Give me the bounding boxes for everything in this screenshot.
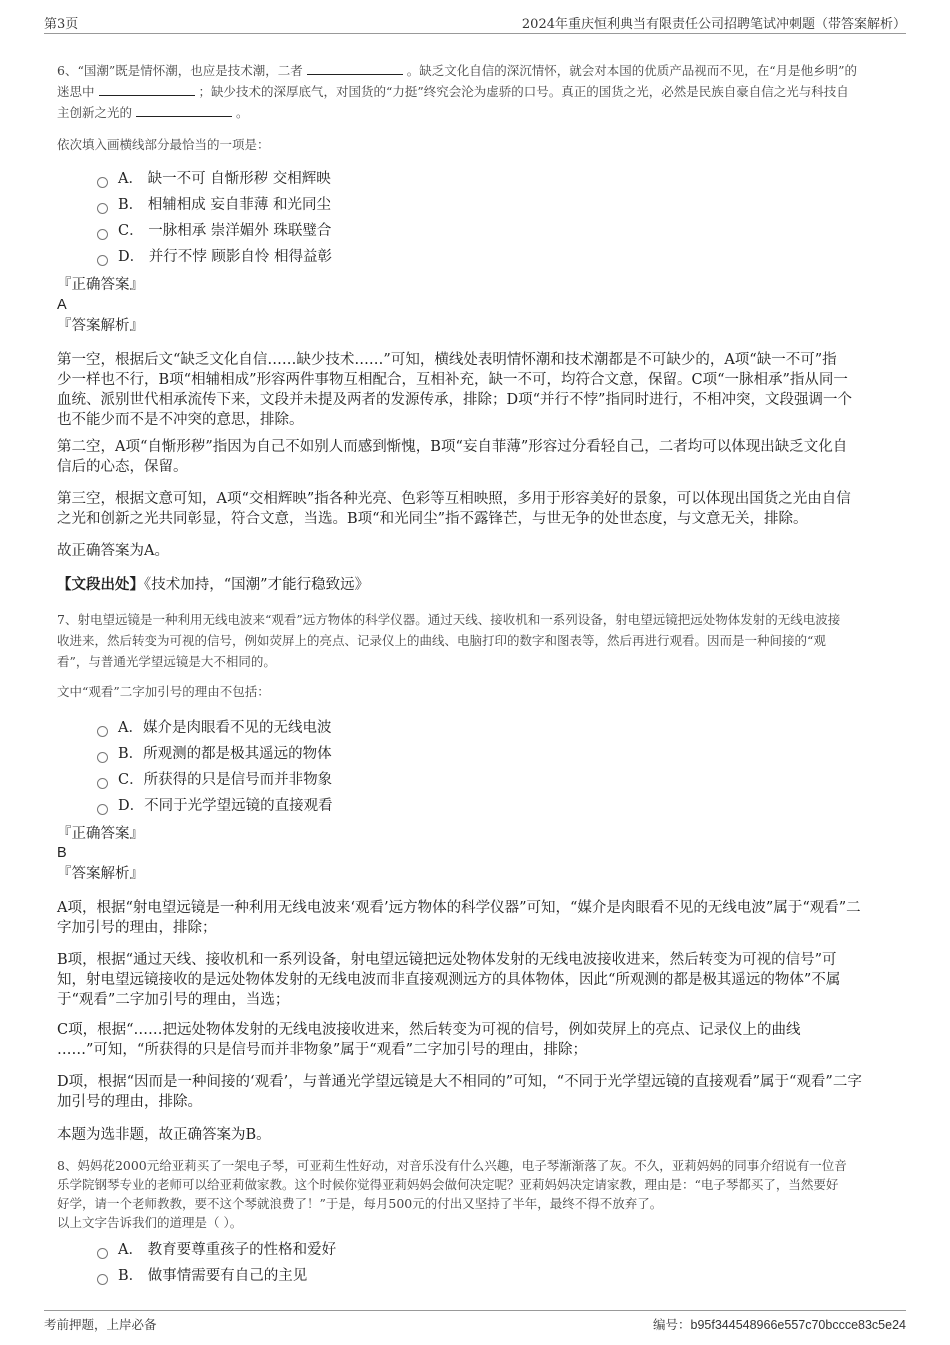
text-line: 第三空，根据文意可知，A项“交相辉映”指各种光亮、色彩等互相映照，多用于形容美好的景象，可以体现出国货之光由自信 xyxy=(57,491,851,507)
q6-stem-text: 迷思中 xyxy=(57,84,95,99)
header-divider xyxy=(44,33,906,34)
q7-answer: B xyxy=(57,845,67,861)
text-line: 第二空，A项“自惭形秽”指因为自己不如别人而感到惭愧，B项“妄自菲薄”形容过分看轻自己，二者均可以体现出缺乏文化自 xyxy=(57,439,848,455)
q6-option-c[interactable] xyxy=(97,218,332,244)
text-line: 好学，请一个老师教教，要不这个琴就浪费了！”于是，每月500元的付出又坚持了半年，最终不得不放弃了。 xyxy=(57,1196,663,1211)
text-line: 之光和创新之光共同彰显，符合文意，当选。B项“和光同尘”指不露锋芒，与世无争的处世态度，与文意无关，排除。 xyxy=(57,511,808,527)
blank-2 xyxy=(99,83,195,96)
q6-answer: A xyxy=(57,297,67,313)
text-line: 字加引号的理由，排除； xyxy=(57,920,217,936)
q6-analysis-p1 xyxy=(57,350,907,430)
q6-stem-text: 。缺乏文化自信的深沉情怀，就会对本国的优质产品视而不见，在“月是他乡明”的 xyxy=(406,63,858,78)
text-line: 少一样也不行，B项“相辅相成”形容两件事物互相配合，互相补充，缺一不可，均符合文意，保留。C项“一脉相承”指从同一 xyxy=(57,372,848,388)
q6-conclusion: 故正确答案为A。 xyxy=(57,543,169,559)
q6-analysis-label: 『答案解析』 xyxy=(57,318,144,334)
text-line: 加引号的理由，排除。 xyxy=(57,1094,202,1110)
option-label: B． 做事情需要有自己的主见 xyxy=(118,1268,308,1284)
q7-prompt: 文中“观看”二字加引号的理由不包括： xyxy=(57,684,270,699)
radio-icon[interactable] xyxy=(97,752,108,763)
option-label: C．所获得的只是信号而并非物象 xyxy=(118,772,333,788)
text-line: 乐学院钢琴专业的老师可以给亚莉做家教。这个时候你觉得亚莉妈妈会做何决定呢？亚莉妈妈决定请家教，理由是：“电子琴都买了，当然要好 xyxy=(57,1177,839,1192)
text-line: 知，射电望远镜接收的是远处物体发射的无线电波而非直接观测远方的具体物体，因此“所观测的都是极其遥远的物体”不属 xyxy=(57,972,841,988)
q7-option-b[interactable] xyxy=(97,741,333,767)
page-number: 第3页 xyxy=(44,17,79,32)
q7-conclusion: 本题为选非题，故正确答案为B。 xyxy=(57,1127,271,1143)
q6-stem xyxy=(57,60,907,123)
radio-icon[interactable] xyxy=(97,203,108,214)
q8-options xyxy=(97,1237,336,1289)
blank-3 xyxy=(136,104,232,117)
text-line: 8、妈妈花2000元给亚莉买了一架电子琴，可亚莉生性好动，对音乐没有什么兴趣，电子琴渐渐落了灰。不久，亚莉妈妈的同事介绍说有一位音 xyxy=(57,1158,847,1173)
q7-analysis-a xyxy=(57,898,907,938)
q6-source xyxy=(57,575,369,595)
text-line: A项，根据“射电望远镜是一种利用无线电波来‘观看’远方物体的科学仪器”可知，“媒介是肉眼看不见的无线电波”属于“观看”二 xyxy=(57,900,861,916)
q6-analysis-p3 xyxy=(57,489,907,529)
q7-options xyxy=(97,715,333,819)
source-text: 《技术加持，“国潮”才能行稳致远》 xyxy=(144,577,370,593)
q6-stem-text: 6、“国潮”既是情怀潮，也应是技术潮，二者 xyxy=(57,63,303,78)
option-label: D． 并行不悖 顾影自怜 相得益彰 xyxy=(118,249,332,265)
text-line: 血统、派别世代相承流传下来，文段并未提及两者的发源传承，排除；D项“并行不悖”指同时进行，不相冲突，文段强调一个 xyxy=(57,392,852,408)
q7-stem xyxy=(57,609,907,672)
code-label: 编号： xyxy=(653,1317,691,1332)
q7-analysis-c xyxy=(57,1020,907,1060)
document-title: 2024年重庆恒利典当有限责任公司招聘笔试冲刺题（带答案解析） xyxy=(521,17,906,32)
option-label: A． 教育要尊重孩子的性格和爱好 xyxy=(118,1242,337,1258)
radio-icon[interactable] xyxy=(97,804,108,815)
blank-1 xyxy=(307,62,403,75)
q7-analysis-label: 『答案解析』 xyxy=(57,866,144,882)
q6-stem-text: 。 xyxy=(236,105,249,120)
radio-icon[interactable] xyxy=(97,177,108,188)
radio-icon[interactable] xyxy=(97,255,108,266)
text-line: ……”可知，“所获得的只是信号而并非物象”属于“观看”二字加引号的理由，排除； xyxy=(57,1042,588,1058)
q7-analysis-b xyxy=(57,950,907,1010)
radio-icon[interactable] xyxy=(97,726,108,737)
radio-icon[interactable] xyxy=(97,229,108,240)
q6-options xyxy=(97,166,332,270)
text-line: 也不能少而不是不冲突的意思，排除。 xyxy=(57,412,304,428)
text-line: 7、射电望远镜是一种利用无线电波来“观看”远方物体的科学仪器。通过天线、接收机和一系列设备，射电望远镜把远处物体发射的无线电波接 xyxy=(57,612,841,627)
q8-stem xyxy=(57,1156,907,1232)
text-line: 信后的心态，保留。 xyxy=(57,459,188,475)
option-label: B．所观测的都是极其遥远的物体 xyxy=(118,746,332,762)
q6-prompt: 依次填入画横线部分最恰当的一项是： xyxy=(57,137,270,152)
option-label: B． 相辅相成 妄自菲薄 和光同尘 xyxy=(118,197,331,213)
text-line: D项，根据“因而是一种间接的‘观看’，与普通光学望远镜是大不相同的”可知，“不同于光学望远镜的直接观看”属于“观看”二字 xyxy=(57,1074,862,1090)
q6-stem-text: ；缺少技术的深厚底气，对国货的“力挺”终究会沦为虚骄的口号。真正的国货之光，必然是民族自豪自信之光与科技自 xyxy=(198,84,849,99)
text-line: C项，根据“……把远处物体发射的无线电波接收进来，然后转变为可视的信号，例如荧屏上的亮点、记录仪上的曲线 xyxy=(57,1022,801,1038)
q6-option-d[interactable] xyxy=(97,244,332,270)
q6-analysis-p2 xyxy=(57,437,907,477)
option-label: A．媒介是肉眼看不见的无线电波 xyxy=(118,720,332,736)
q7-option-a[interactable] xyxy=(97,715,333,741)
document-code xyxy=(653,1315,906,1333)
text-line: B项，根据“通过天线、接收机和一系列设备，射电望远镜把远处物体发射的无线电波接收进来，然后转变为可视的信号”可 xyxy=(57,952,837,968)
q6-option-a[interactable] xyxy=(97,166,332,192)
option-label: C． 一脉相承 崇洋媚外 珠联璧合 xyxy=(118,223,332,239)
q8-option-a[interactable] xyxy=(97,1237,336,1263)
radio-icon[interactable] xyxy=(97,1248,108,1259)
q7-option-c[interactable] xyxy=(97,767,333,793)
text-line: 第一空，根据后文“缺乏文化自信……缺少技术……”可知，横线处表明情怀潮和技术潮都是不可缺少的，A项“缺一不可”指 xyxy=(57,352,837,368)
code-value: b95f344548966e557c70bccce83c5e24 xyxy=(690,1318,906,1332)
radio-icon[interactable] xyxy=(97,1274,108,1285)
footer-divider xyxy=(44,1310,906,1311)
q6-answer-label: 『正确答案』 xyxy=(57,277,144,293)
footer-tagline: 考前押题，上岸必备 xyxy=(44,1317,157,1332)
text-line: 以上文字告诉我们的道理是（ ）。 xyxy=(57,1215,243,1230)
q6-option-b[interactable] xyxy=(97,192,332,218)
text-line: 收进来，然后转变为可视的信号，例如荧屏上的亮点、记录仪上的曲线、电脑打印的数字和图表等，然后再进行观看。因而是一种间接的“观 xyxy=(57,633,826,648)
q8-option-b[interactable] xyxy=(97,1263,336,1289)
radio-icon[interactable] xyxy=(97,778,108,789)
option-label: A． 缺一不可 自惭形秽 交相辉映 xyxy=(118,171,331,187)
q7-analysis-d xyxy=(57,1072,907,1112)
q7-option-d[interactable] xyxy=(97,793,333,819)
q7-answer-label: 『正确答案』 xyxy=(57,826,144,842)
source-label: 【文段出处】 xyxy=(57,576,144,593)
option-label: D．不同于光学望远镜的直接观看 xyxy=(118,798,333,814)
text-line: 于“观看”二字加引号的理由，当选； xyxy=(57,992,290,1008)
q6-stem-text: 主创新之光的 xyxy=(57,105,133,120)
text-line: 看”，与普通光学望远镜是大不相同的。 xyxy=(57,654,276,669)
